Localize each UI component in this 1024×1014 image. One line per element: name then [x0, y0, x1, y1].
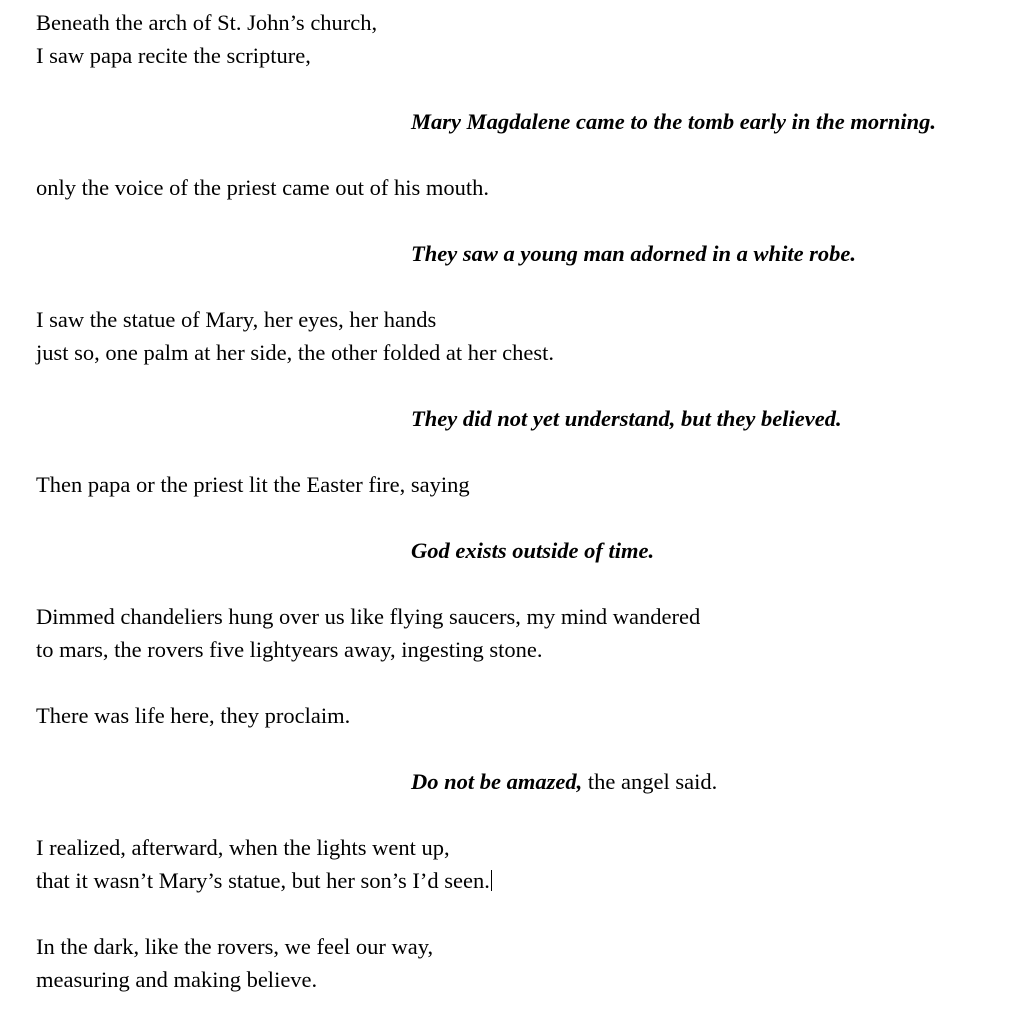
stanza-scripture — [36, 105, 996, 138]
stanza-scripture — [36, 534, 996, 567]
stanza-gap — [36, 732, 996, 765]
stanza — [36, 930, 996, 996]
stanza — [36, 6, 996, 72]
stanza-gap — [36, 798, 996, 831]
scripture-italic-text: Do not be amazed, — [411, 769, 583, 794]
poem-line-text: that it wasn’t Mary’s statue, but her son’s I’d seen. — [36, 868, 490, 893]
stanza-gap — [36, 435, 996, 468]
stanza-gap — [36, 270, 996, 303]
stanza — [36, 831, 996, 897]
stanza-gap — [36, 369, 996, 402]
text-cursor-caret — [491, 870, 492, 891]
stanza-gap — [36, 72, 996, 105]
stanza-gap — [36, 501, 996, 534]
poem-line: just so, one palm at her side, the other folded at her chest. — [36, 340, 554, 365]
stanza-gap — [36, 204, 996, 237]
poem-line: I saw the statue of Mary, her eyes, her hands — [36, 307, 437, 332]
poem-line-scripture: They saw a young man adorned in a white robe. — [411, 241, 857, 266]
stanza-scripture-mixed — [36, 765, 996, 798]
poem-line: only the voice of the priest came out of his mouth. — [36, 175, 490, 200]
poem-line-scripture: God exists outside of time. — [411, 538, 655, 563]
stanza-gap — [36, 897, 996, 930]
poem-line-scripture: They did not yet understand, but they believed. — [411, 406, 842, 431]
stanza-gap — [36, 666, 996, 699]
scripture-roman-text: the angel said. — [582, 769, 718, 794]
poem-line: Dimmed chandeliers hung over us like flying saucers, my mind wandered — [36, 604, 701, 629]
stanza — [36, 303, 996, 369]
stanza — [36, 600, 996, 666]
poem-line: Then papa or the priest lit the Easter fire, saying — [36, 472, 470, 497]
poem-line: In the dark, like the rovers, we feel our way, — [36, 934, 434, 959]
stanza-gap — [36, 138, 996, 171]
poem-line-with-caret — [36, 864, 996, 897]
stanza — [36, 468, 996, 501]
stanza-scripture — [36, 402, 996, 435]
stanza — [36, 171, 996, 204]
stanza-gap — [36, 567, 996, 600]
poem-line: to mars, the rovers five lightyears away, ingesting stone. — [36, 637, 543, 662]
poem-line: I realized, afterward, when the lights went up, — [36, 835, 450, 860]
poem-line: There was life here, they proclaim. — [36, 703, 351, 728]
poem-line: measuring and making believe. — [36, 967, 318, 992]
stanza-scripture — [36, 237, 996, 270]
poem-line: Beneath the arch of St. John’s church, — [36, 10, 378, 35]
stanza — [36, 699, 996, 732]
poem-line-scripture-mixed — [36, 765, 996, 798]
poem-line-scripture: Mary Magdalene came to the tomb early in the morning. — [411, 109, 937, 134]
poem-line: I saw papa recite the scripture, — [36, 43, 311, 68]
